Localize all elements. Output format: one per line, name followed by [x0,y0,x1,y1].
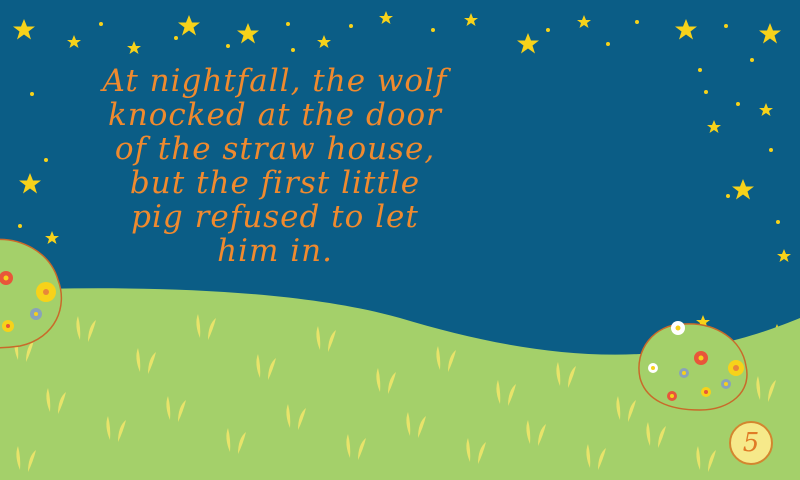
flower-icon [679,368,689,378]
story-text [60,64,490,268]
story-line: him in. [217,233,333,269]
flower-icon [671,321,685,335]
story-line: of the straw house, [114,131,436,167]
flower-icon [701,387,711,397]
flower-icon [728,360,744,376]
flower-icon [648,363,658,373]
flower-icon [36,282,56,302]
flower-icon [2,320,14,332]
flower-icon [694,351,708,365]
flower-icon [721,379,731,389]
story-line: pig refused to let [131,199,419,235]
story-line: but the first little [129,165,421,201]
flower-icon [667,391,677,401]
flower-icon [30,308,42,320]
story-line: knocked at the door [107,97,442,133]
page-number-badge[interactable]: 5 [729,421,773,465]
story-line: At nightfall, the wolf [102,63,448,99]
